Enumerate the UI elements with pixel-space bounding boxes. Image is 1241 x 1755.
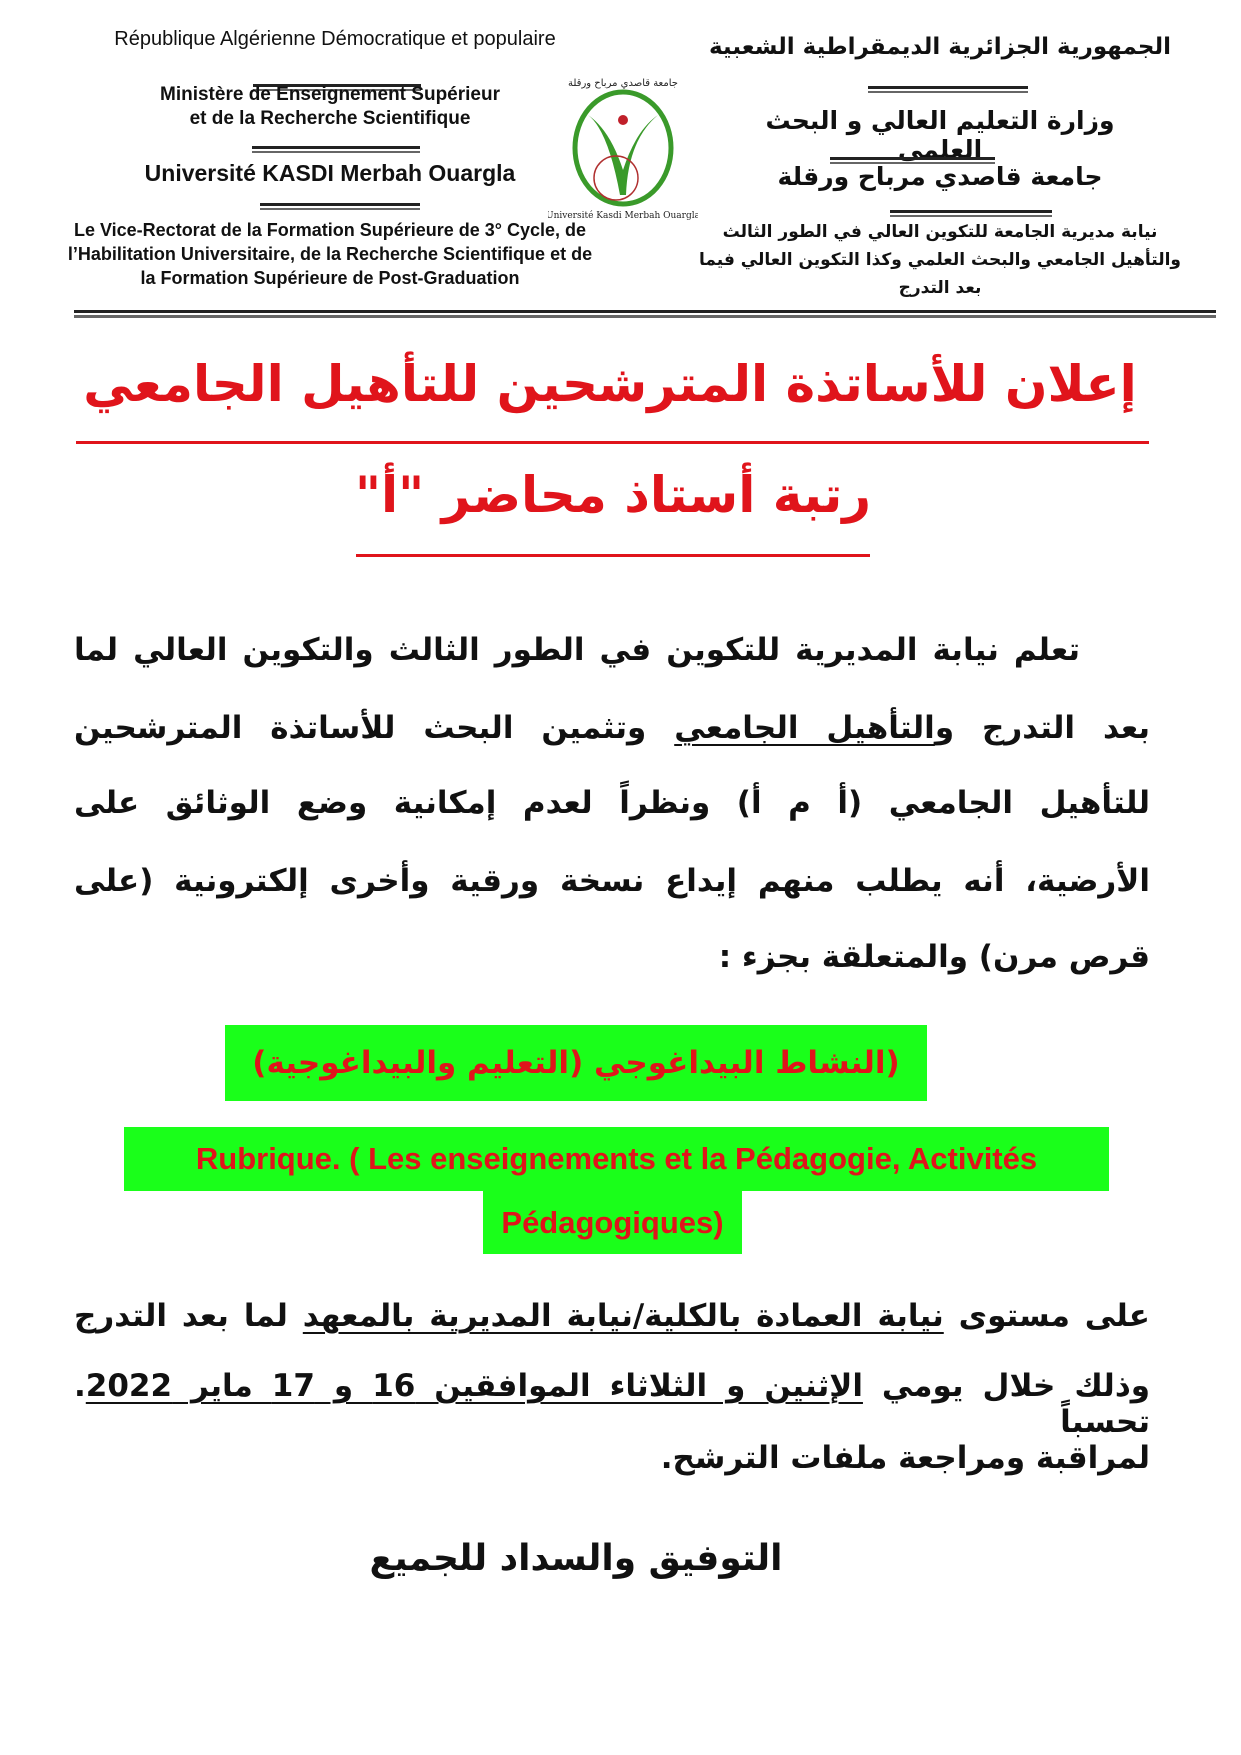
divider — [260, 203, 420, 210]
subtitle-underline — [356, 554, 870, 557]
header-separator — [74, 310, 1216, 318]
fr-university: Université KASDI Merbah Ouargla — [144, 160, 516, 186]
svg-text:جامعة قاصدي مرباح ورقلة: جامعة قاصدي مرباح ورقلة — [568, 78, 678, 89]
paragraph-line: تعلم نيابة المديرية للتكوين في الطور الثالث والتكوين العالي لما — [74, 632, 1080, 668]
fr-republic: République Algérienne Démocratique et populaire — [114, 28, 556, 50]
announcement-title: إعلان للأساتذة المترشحين للتأهيل الجامعي — [83, 355, 1137, 413]
ar-ministry: وزارة التعليم العالي و البحث العلمي — [765, 106, 1115, 164]
ar-republic: الجمهورية الجزائرية الديمقراطية الشعبية — [708, 34, 1172, 60]
ar-vice-rectorat-line2: والتأهيل الجامعي والبحث العلمي وكذا التكوين العالي فيما — [698, 250, 1181, 270]
announcement-subtitle: رتبة أستاذ محاضر "أ" — [354, 466, 872, 524]
text: وتثمين البحث للأساتذة المترشحين — [74, 710, 675, 746]
fr-vice-rectorat-line3: la Formation Supérieure de Post-Graduation — [140, 268, 520, 288]
text: وذلك خلال يومي — [862, 1368, 1150, 1404]
fr-ministry-line1: Ministère de Enseignement Supérieur — [160, 84, 500, 105]
underlined-date: الإثنين و الثلاثاء الموافقين 16 و 17 ماير 2022 — [85, 1368, 863, 1404]
fr-vice-rectorat-line2: l’Habilitation Universitaire, de la Recherche Scientifique et de — [67, 244, 593, 264]
text: بعد التدرج و — [934, 710, 1150, 746]
paragraph-line — [74, 1298, 1150, 1334]
paragraph-line — [74, 710, 1150, 746]
text: على مستوى — [943, 1298, 1150, 1334]
paragraph-line: لمراقبة ومراجعة ملفات الترشح. — [660, 1440, 1150, 1476]
text: لما بعد التدرج — [74, 1298, 303, 1334]
ar-university: جامعة قاصدي مرباح ورقلة — [777, 162, 1103, 191]
highlight-fr-line2: Pédagogiques) — [483, 1191, 742, 1254]
svg-text:Université Kasdi Merbah Ouargl: Université Kasdi Merbah Ouargla — [548, 211, 698, 220]
fr-ministry-line2: et de la Recherche Scientifique — [189, 108, 471, 129]
fr-vice-rectorat-line1: Le Vice-Rectorat de la Formation Supérieure de 3° Cycle, de — [73, 220, 587, 240]
title-underline — [76, 441, 1149, 444]
highlight-fr-line1: Rubrique. ( Les enseignements et la Pédagogie, Activités — [124, 1127, 1109, 1191]
underlined-text: التأهيل الجامعي — [674, 710, 935, 746]
paragraph-line: الأرضية، أنه يطلب منهم إيداع نسخة ورقية وأخرى إلكترونية (على — [74, 863, 1150, 899]
divider — [868, 86, 1028, 93]
text: . تحسباً — [74, 1368, 1150, 1440]
underlined-text: نيابة العمادة بالكلية/نيابة المديرية بالمعهد — [302, 1298, 944, 1334]
paragraph-line: للتأهيل الجامعي (أ م أ) ونظراً لعدم إمكانية وضع الوثائق على — [74, 785, 1150, 821]
highlight-ar: (النشاط البيداغوجي (التعليم والبيداغوجية) — [225, 1025, 927, 1101]
paragraph-line: قرص مرن) والمتعلقة بجزء : — [718, 939, 1150, 975]
paragraph-line — [74, 1368, 1150, 1440]
divider — [890, 210, 1052, 217]
closing-line: التوفيق والسداد للجميع — [369, 1538, 783, 1579]
university-logo — [548, 70, 698, 220]
ar-vice-rectorat-line1: نيابة مديرية الجامعة للتكوين العالي في الطور الثالث — [722, 222, 1158, 242]
ar-vice-rectorat-line3: بعد التدرج — [898, 278, 982, 298]
divider — [252, 146, 420, 153]
